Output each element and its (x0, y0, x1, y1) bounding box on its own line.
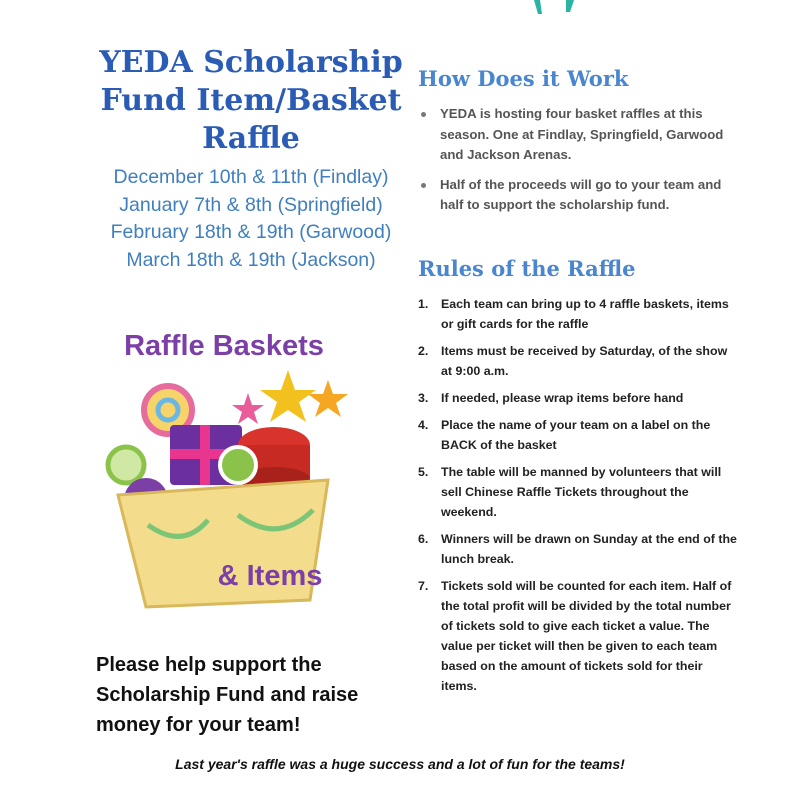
how-it-works-list (418, 104, 738, 225)
star-icon (232, 393, 264, 424)
caption-raffle-baskets: Raffle Baskets (124, 330, 324, 362)
support-line: money for your team! (96, 714, 301, 736)
rule-number: 1. (418, 297, 429, 311)
title-line: Raffle (202, 121, 300, 156)
raffle-title (96, 44, 406, 158)
logo-mark-icon (528, 0, 580, 16)
footer-note: Last year's raffle was a huge success and a lot of fun for the teams! (175, 756, 625, 772)
how-item: YEDA is hosting four basket raffles at this season. One at Findlay, Springfield, Garwood and Jackson Arenas. (418, 104, 738, 166)
rule-item (418, 388, 738, 408)
date-line: January 7th & 8th (Springfield) (119, 193, 383, 216)
title-line: Fund Item/Basket (100, 83, 402, 118)
how-it-works-heading: How Does it Work (418, 66, 629, 91)
star-icon (260, 370, 316, 422)
raffle-basket-illustration (88, 315, 368, 615)
rules-heading: Rules of the Raffle (418, 256, 636, 281)
support-message (96, 650, 396, 740)
raffle-dates (90, 164, 412, 274)
rule-text: Tickets sold will be counted for each item. Half of the total profit will be divided by the total number of tickets sold to give each ticket a value. The value per ticket will then be given to each team based on the amount of tickets sold for their items. (441, 579, 732, 693)
rule-item (418, 462, 738, 522)
rule-text: If needed, please wrap items before hand (441, 391, 684, 405)
title-line: YEDA Scholarship (99, 45, 403, 80)
date-line: March 18th & 19th (Jackson) (126, 248, 376, 271)
rules-list (418, 294, 738, 703)
rule-text: The table will be manned by volunteers that will sell Chinese Raffle Tickets throughout the weekend. (441, 465, 722, 519)
rule-number: 4. (418, 418, 429, 432)
rule-item (418, 294, 738, 334)
rule-number: 7. (418, 579, 429, 593)
rule-number: 6. (418, 532, 429, 546)
rule-number: 3. (418, 391, 429, 405)
rule-item (418, 415, 738, 455)
rule-number: 2. (418, 344, 429, 358)
date-line: December 10th & 11th (Findlay) (113, 166, 389, 188)
rule-item (418, 529, 738, 569)
star-icon (308, 380, 348, 417)
rule-item (418, 576, 738, 696)
support-line: Scholarship Fund and raise (96, 684, 359, 706)
rule-text: Winners will be drawn on Sunday at the end of the lunch break. (441, 532, 737, 566)
rule-text: Items must be received by Saturday, of the show at 9:00 a.m. (441, 344, 728, 378)
support-line: Please help support the (96, 654, 322, 676)
how-item: Half of the proceeds will go to your team and half to support the scholarship fund. (418, 175, 738, 216)
rule-item (418, 341, 738, 381)
caption-and-items: & Items (217, 560, 323, 592)
rule-text: Each team can bring up to 4 raffle baskets, items or gift cards for the raffle (441, 297, 729, 331)
rule-number: 5. (418, 465, 429, 479)
rule-text: Place the name of your team on a label on the BACK of the basket (441, 418, 711, 452)
lollipop-icon (108, 447, 144, 483)
date-line: February 18th & 19th (Garwood) (110, 221, 392, 243)
